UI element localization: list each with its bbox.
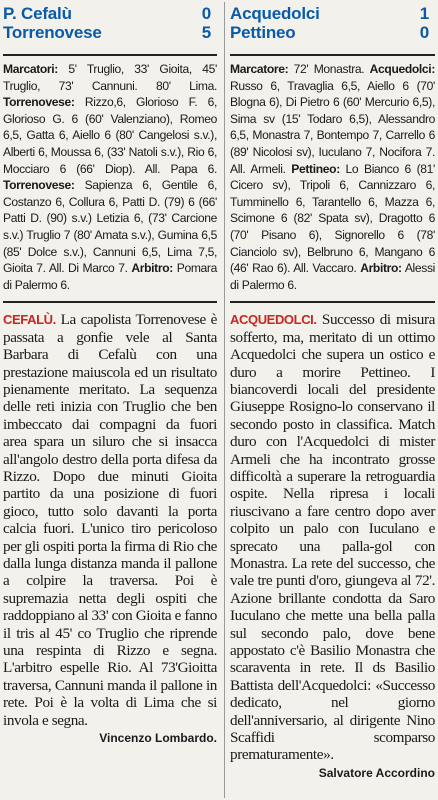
article-body <box>230 303 435 764</box>
match-info <box>3 56 217 293</box>
lineup-label-2: Pettineo: <box>291 161 340 176</box>
away-team-name: Pettineo <box>230 23 296 42</box>
scorers-text: 72' Monastra. <box>288 62 370 76</box>
article-text: La capolista Torrenovese è passata a gonfie vele al Santa Barbara di Cefalù con una prestazione maiuscola ed un risultato pienamente meritato. La sequenza delle reti inizia con Truglio che ben imbeccato dai compagni da fuori area spara un siluro che si insacca all'angolo destro della porta difesa da Rizzo. Dopo due minuti Gioita partito da una posizione di fuori gioco, tutto solo davanti la porta calcia fuori. L'unico tiro pericoloso per gli ospiti porta la firma di Rio che dalla lunga distanza manda il pallone a colpire la traversa. Poi è supremazia netta degli ospiti che raddoppiano al 33' con Gioita e fanno il tris al 45' co Truglio che riprende una respinta di Rizzo e segna. L'arbitro espelle Rio. Al 73'Gioitta traversa, Cannuni manda il pallone in rete. Poi è la volta di Lima che si invola e segna. <box>3 311 217 729</box>
home-team-name: Acquedolci <box>230 4 320 23</box>
referee-text: Pomara di Palermo 6. <box>3 261 217 292</box>
home-score: 1 <box>419 4 429 23</box>
referee-text: Alessi di Palermo 6. <box>230 261 435 292</box>
article-byline: Salvatore Accordino <box>318 765 435 780</box>
lineup-label-1: Acquedolci: <box>369 62 435 76</box>
score-row-home <box>230 4 435 23</box>
article-body <box>3 303 217 729</box>
match-column-acquedolci <box>230 0 435 780</box>
away-team-name: Torrenovese <box>3 23 102 42</box>
scoreboard <box>230 0 435 56</box>
home-score: 0 <box>201 4 211 23</box>
home-team-name: P. Cefalù <box>3 4 72 23</box>
scoreboard <box>3 0 217 56</box>
away-score: 0 <box>419 23 429 42</box>
scorers-label: Marcatore: <box>230 62 289 76</box>
article-lead: ACQUEDOLCI. <box>230 312 317 328</box>
away-score: 5 <box>201 23 211 42</box>
referee-label: Arbitro: <box>131 261 173 276</box>
lineup-text-1: Russo 6, Travaglia 6,5, Aiello 6 (70' Blogna 6), Di Pietro 6 (60' Mercurio 6,5), Sima sv (15' Todaro 6,5), Alessandro 6,5, Monastra 7, Bontempo 7, Carrello 6 (89' Nicolosi sv), Iuculano 7, Nocifora 7. All. Armeli. <box>230 78 435 176</box>
column-divider <box>224 2 225 798</box>
match-column-cefalu <box>3 0 217 745</box>
article-text: Successo di misura sofferto, ma, meritato di un ottimo Acquedolci che supera un ostico e duro a morire Pettineo. I biancoverdi locali del presidente Giuseppe Rosigno-lo conservano il secondo posto in classifica. Match duro con l'Acquedolci di mister Armeli che ha incontrato grosse difficoltà a superare la retroguardia ospite. Nella ripresa i locali riuscivano a fare centro dopo aver colpito un palo con Iuculano e sprecato una palla-gol con Monastra. La rete del successo, che vale tre punti d'oro, giungeva al 72'. Azione brillante condotta da Saro Iuculano che mette una bella palla sul secondo palo, dove bene appostato c'è Basilio Monastra che scaraventa in rete. Il ds Basilio Battista dell'Acquedolci: «Successo dedicato, nel giorno dell'anniversario, al dirigente Nino Scaffidi scomparso prematuramente». <box>230 311 435 764</box>
article-lead: CEFALÙ. <box>3 312 56 328</box>
match-info <box>230 56 435 293</box>
lineup-label-2: Torrenovese: <box>3 178 75 193</box>
referee-label: Arbitro: <box>360 261 402 276</box>
score-row-away <box>3 23 217 42</box>
scorers-text: 5' Truglio, 33' Gioita, 45' Truglio, 73' Cannuni. 80' Lima. <box>3 62 217 93</box>
lineup-text-2: Lo Bianco 6 (81' Cicero sv), Tripoli 6, Cannizzaro 6, Tumminello 6, Tarantello 6, Mazza 6, Scimone 6 (82' Spata sv), Dragotto 6 (70' Pisano 6), Signorello 6 (78' Cianciolo sv), Belbruno 6, Mangano 6 (46' Rao 6). All. Vaccaro. <box>230 161 435 276</box>
scorers-label: Marcatori: <box>3 62 58 76</box>
lineup-label-1: Torrenovese: <box>3 95 75 110</box>
lineup-text-1: Rizzo,6, Glorioso F. 6, Glorioso G. 6 (60' Valenziano), Romeo 6,5, Gatta 6, Aiello 6 (80' Cangelosi s.v.), Alberti 6, Moussa 6, (33' Natoli s.v.), Rio 6, Mocciaro 6 (66' Diop). All. Papa 6. <box>3 95 217 176</box>
article-byline: Vincenzo Lombardo. <box>99 731 217 746</box>
score-row-home <box>3 4 217 23</box>
lineup-text-2: Sapienza 6, Gentile 6, Costanzo 6, Collura 6, Patti D. (79) 6 (66' Patti D. (90) s.v.) Letizia 6, (73' Carcione s.v.) Truglio 7 (80' Amata s.v.), Gumina 6,5 (85' Dolce s.v.), Cannuni 6,5, Lima 7,5, Gioita 7. All. Di Marco 7. <box>3 178 217 276</box>
score-row-away <box>230 23 435 42</box>
